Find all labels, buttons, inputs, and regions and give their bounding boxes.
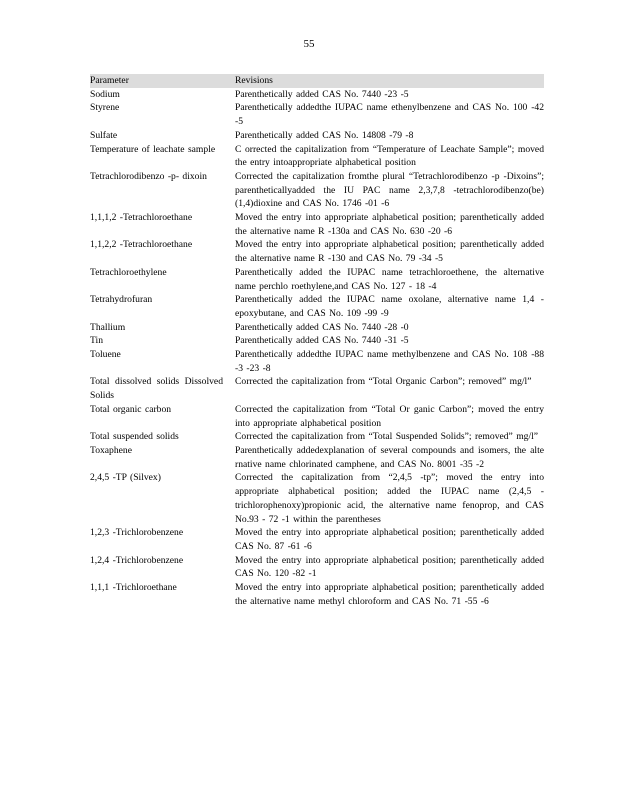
table-row (90, 444, 544, 471)
revision-cell: Moved the entry into appropriate alphabetical position; parenthetically added the alternative name methyl chloroform and CAS No. 71 -55 -6 (235, 582, 544, 607)
parameter-cell: 1,1,2,2 -Tetrachloroethane (90, 239, 193, 251)
table-row (90, 471, 544, 526)
table-row (90, 238, 544, 265)
revision-cell: Parenthetically addedthe IUPAC name methylbenzene and CAS No. 108 -88 -3 -23 -8 (235, 349, 544, 374)
revision-cell: Moved the entry into appropriate alphabetical position; parenthetically added CAS No. 120 -82 -1 (235, 554, 544, 580)
parameter-cell: Tin (90, 335, 103, 347)
revision-cell: Corrected the capitalization from “2,4,5 -tp”; moved the entry into appropriate alphabetical position; added the IUPAC name (2,4,5 -trichlorophenoxy)propionic acid, the alternative name fenoprop, and CAS No.93 - 72 -1 within the parentheses (235, 472, 544, 525)
revision-cell: Moved the entry into appropriate alphabetical position; parenthetically added the alternative name R -130 and CAS No. 79 -34 -5 (235, 239, 544, 265)
parameter-cell: 1,2,4 -Trichlorobenzene (90, 554, 184, 566)
header-revisions: Revisions (235, 75, 273, 86)
table-row (90, 334, 544, 348)
revision-cell: Parenthetically added CAS No. 14808 -79 -8 (235, 129, 414, 141)
revision-cell: Corrected the capitalization from “Total Or ganic Carbon”; moved the entry into appropriate alphabetical position (235, 403, 544, 429)
revision-cell: Parenthetically added CAS No. 7440 -23 -5 (235, 88, 409, 100)
table-row (90, 430, 544, 444)
table-row (90, 129, 544, 143)
parameter-cell: Tetrachlorodibenzo -p- dixoin (90, 170, 207, 182)
parameter-cell: 1,2,3 -Trichlorobenzene (90, 527, 184, 539)
revision-cell: Moved the entry into appropriate alphabetical position; parenthetically added the alternative name R -130a and CAS No. 630 -20 -6 (235, 212, 544, 237)
revision-cell: Corrected the capitalization fromthe plural “Tetrachlorodibenzo -p -Dixoins”; parentheticallyadded the IU PAC name 2,3,7,8 -tetrachlorodibenzo(be)(1,4)dioxine and CAS No. 1746 -01 -6 (235, 170, 544, 210)
table-row (90, 403, 544, 430)
header-parameter: Parameter (90, 75, 129, 86)
table-body (90, 88, 544, 609)
parameter-cell: Total organic carbon (90, 403, 172, 415)
revisions-table (90, 74, 544, 608)
revision-cell: C orrected the capitalization from “Temperature of Leachate Sample”; moved the entry intoappropriate alphabetical position (235, 143, 544, 169)
table-row (90, 101, 544, 128)
revision-cell: Parenthetically added CAS No. 7440 -31 -5 (235, 335, 409, 347)
table-row (90, 293, 544, 320)
revision-cell: Corrected the capitalization from “Total Organic Carbon”; removed” mg/l” (235, 376, 532, 388)
revision-cell: Corrected the capitalization from “Total Suspended Solids”; removed” mg/l” (235, 431, 539, 443)
revision-cell: Parenthetically addedthe IUPAC name ethenylbenzene and CAS No. 100 -42 -5 (235, 102, 544, 128)
table-row (90, 321, 544, 335)
parameter-cell: Total dissolved solids Dissolved Solids (90, 376, 223, 402)
parameter-cell: Styrene (90, 102, 120, 114)
parameter-cell: 1,1,1 -Trichloroethane (90, 582, 177, 594)
table-row (90, 581, 544, 608)
parameter-cell: Tetrachloroethylene (90, 266, 167, 278)
table-row (90, 266, 544, 293)
page-number: 55 (303, 38, 315, 50)
table-row (90, 375, 544, 402)
table-row (90, 143, 544, 170)
parameter-cell: Thallium (90, 321, 126, 333)
parameter-cell: Temperature of leachate sample (90, 143, 216, 155)
table-row (90, 348, 544, 375)
table-row (90, 554, 544, 581)
revision-cell: Moved the entry into appropriate alphabetical position; parenthetically added CAS No. 87 -61 -6 (235, 527, 544, 552)
parameter-cell: Sulfate (90, 129, 118, 141)
parameter-cell: Sodium (90, 88, 120, 100)
table-header-row (90, 74, 544, 88)
table-row (90, 88, 544, 102)
revision-cell: Parenthetically added CAS No. 7440 -28 -0 (235, 321, 409, 333)
parameter-cell: 2,4,5 -TP (Silvex) (90, 472, 161, 484)
parameter-cell: Toxaphene (90, 444, 132, 456)
revision-cell: Parenthetically addedexplanation of several compounds and isomers, the alte rnative name chlorinated camphene, and CAS No. 8001 -35 -2 (235, 444, 544, 470)
parameter-cell: 1,1,1,2 -Tetrachloroethane (90, 212, 193, 224)
revision-cell: Parenthetically added the IUPAC name tetrachloroethene, the alternative name perchlo roethylene,and CAS No. 127 - 18 -4 (235, 266, 544, 292)
parameter-cell: Total suspended solids (90, 431, 179, 443)
table-row (90, 211, 544, 238)
parameter-cell: Toluene (90, 349, 121, 361)
table-row (90, 170, 544, 211)
parameter-cell: Tetrahydrofuran (90, 294, 153, 306)
table-row (90, 526, 544, 553)
revision-cell: Parenthetically added the IUPAC name oxolane, alternative name 1,4 -epoxybutane, and CAS No. 109 -99 -9 (235, 294, 544, 319)
